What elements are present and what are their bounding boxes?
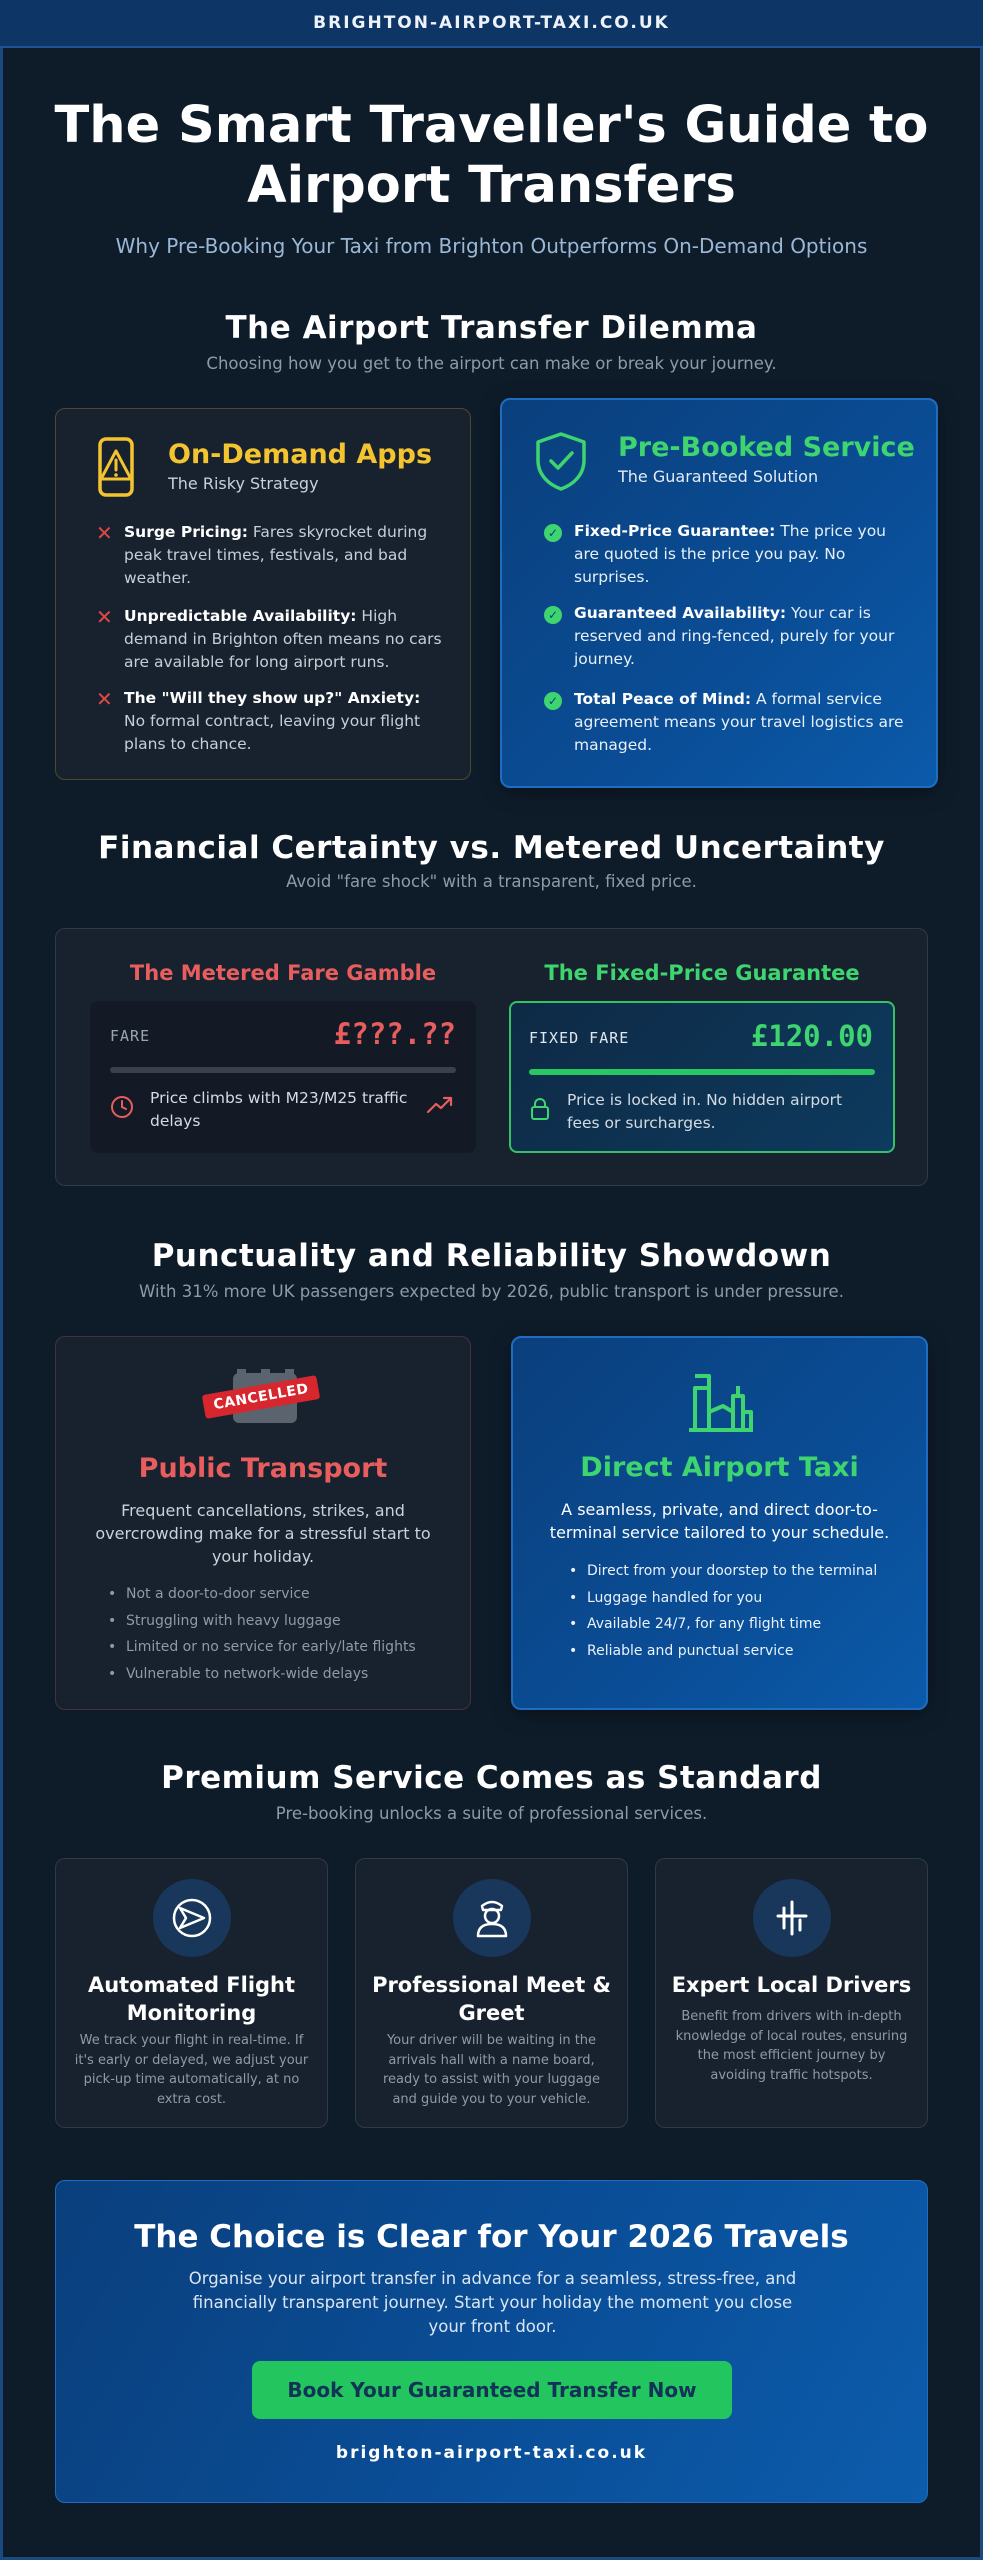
fixed-title: The Fixed-Price Guarantee xyxy=(544,961,860,985)
check-icon: ✓ xyxy=(544,606,562,624)
check-icon: ✓ xyxy=(544,524,562,542)
lock-icon xyxy=(529,1097,551,1125)
cancelled-train-icon xyxy=(201,1369,331,1429)
feature-desc: Your driver will be waiting in the arrivals hall with a name board, ready to assist with your luggage and guide you to your vehicle. xyxy=(382,2033,601,2107)
cta-title: The Choice is Clear for Your 2026 Travels xyxy=(134,2219,849,2255)
cta-panel xyxy=(55,2180,928,2503)
prebooked-tag: The Guaranteed Solution xyxy=(618,467,819,486)
ondemand-item xyxy=(124,521,444,590)
prebooked-item xyxy=(574,520,914,589)
prebooked-card xyxy=(500,398,938,788)
metered-amount: £???.?? xyxy=(333,1017,456,1051)
list-item: • Vulnerable to network-wide delays xyxy=(104,1661,416,1688)
plane-radar-icon xyxy=(153,1879,231,1957)
metered-title: The Metered Fare Gamble xyxy=(129,961,437,985)
taxi-list xyxy=(565,1558,877,1664)
fare-title: Financial Certainty vs. Metered Uncertainty xyxy=(98,830,885,866)
road-map-icon xyxy=(753,1879,831,1957)
fixed-note: Price is locked in. No hidden airport fees or surcharges. xyxy=(567,1091,843,1132)
shield-check-icon xyxy=(532,430,590,496)
site-domain-bar xyxy=(0,0,983,48)
clock-icon xyxy=(110,1095,134,1123)
list-item: • Struggling with heavy luggage xyxy=(104,1608,416,1635)
ondemand-item-text: No formal contract, leaving your flight plans to chance. xyxy=(124,712,421,753)
prebooked-item-bold: Fixed-Price Guarantee: xyxy=(574,522,776,540)
public-transport-title: Public Transport xyxy=(138,1453,388,1484)
list-item: • Reliable and punctual service xyxy=(565,1638,877,1665)
fixed-fare-display xyxy=(509,1001,895,1153)
public-transport-card xyxy=(55,1336,471,1710)
list-item: • Limited or no service for early/late flights xyxy=(104,1634,416,1661)
public-transport-desc: Frequent cancellations, strikes, and overcrowding make for a stressful start to your holiday. xyxy=(95,1501,431,1566)
punctuality-subtitle: With 31% more UK passengers expected by 2026, public transport is under pressure. xyxy=(139,1282,844,1301)
x-icon: ✕ xyxy=(96,521,113,545)
list-item: • Available 24/7, for any flight time xyxy=(565,1611,877,1638)
taxi-desc: A seamless, private, and direct door-to-terminal service tailored to your schedule. xyxy=(549,1500,890,1542)
feature-card xyxy=(55,1858,328,2128)
feature-card xyxy=(655,1858,928,2128)
feature-desc: Benefit from drivers with in-depth knowledge of local routes, ensuring the most efficient journey by avoiding traffic hotspots. xyxy=(675,2009,908,2083)
taxi-card xyxy=(511,1336,928,1710)
prebooked-item-bold: Guaranteed Availability: xyxy=(574,604,787,622)
feature-desc: We track your flight in real-time. If it's early or delayed, we adjust your pick-up time automatically, at no extra cost. xyxy=(74,2033,309,2107)
ondemand-item xyxy=(124,687,444,756)
ondemand-item-text: High demand in Brighton often means no cars are available for long airport runs. xyxy=(124,607,442,671)
chauffeur-icon xyxy=(453,1879,531,1957)
list-item: • Direct from your doorstep to the terminal xyxy=(565,1558,877,1585)
hero-title xyxy=(0,96,983,216)
list-item: • Luggage handled for you xyxy=(565,1585,877,1612)
ondemand-item-bold: Surge Pricing: xyxy=(124,523,248,541)
prebooked-item-text: Your car is reserved and ring-fenced, purely for your journey. xyxy=(574,604,895,668)
fixed-label: FIXED FARE xyxy=(529,1029,630,1047)
x-icon: ✕ xyxy=(96,687,113,711)
ondemand-item-text: Fares skyrocket during peak travel times, festivals, and bad weather. xyxy=(124,523,428,587)
metered-note: Price climbs with M23/M25 traffic delays xyxy=(150,1089,408,1130)
ondemand-tag: The Risky Strategy xyxy=(168,474,319,493)
phone-alert-icon xyxy=(86,435,146,503)
metered-fare-display xyxy=(90,1001,476,1153)
premium-title: Premium Service Comes as Standard xyxy=(161,1760,822,1796)
metered-progress-bar xyxy=(110,1067,456,1073)
cancelled-stamp: CANCELLED xyxy=(202,1375,321,1419)
book-transfer-button[interactable]: Book Your Guaranteed Transfer Now xyxy=(252,2361,732,2419)
premium-subtitle: Pre-booking unlocks a suite of professional services. xyxy=(275,1804,708,1823)
trending-up-icon xyxy=(426,1095,454,1119)
taxi-title: Direct Airport Taxi xyxy=(580,1452,859,1483)
hero-title-line1: The Smart Traveller's Guide to xyxy=(54,96,929,155)
ondemand-item xyxy=(124,605,444,674)
prebooked-item xyxy=(574,688,914,757)
prebooked-item-bold: Total Peace of Mind: xyxy=(574,690,752,708)
feature-title: Expert Local Drivers xyxy=(671,1973,912,1997)
x-icon: ✕ xyxy=(96,605,113,629)
metered-label: FARE xyxy=(110,1027,151,1045)
site-domain: BRIGHTON-AIRPORT-TAXI.CO.UK xyxy=(313,13,670,33)
fare-comparison xyxy=(55,928,928,1186)
feature-title: Automated Flight Monitoring xyxy=(87,1973,296,2025)
prebooked-title: Pre-Booked Service xyxy=(618,432,915,463)
cta-text: Organise your airport transfer in advance for a seamless, stress-free, and financially transparent journey. Start your holiday the moment you close your front door. xyxy=(188,2269,797,2336)
fixed-progress-bar xyxy=(529,1069,875,1075)
ondemand-item-bold: The "Will they show up?" Anxiety: xyxy=(124,689,421,707)
ondemand-title: On-Demand Apps xyxy=(168,439,433,470)
ondemand-item-bold: Unpredictable Availability: xyxy=(124,607,357,625)
ondemand-card xyxy=(55,408,471,780)
dilemma-title: The Airport Transfer Dilemma xyxy=(225,310,758,346)
check-icon: ✓ xyxy=(544,692,562,710)
feature-card xyxy=(355,1858,628,2128)
fixed-amount: £120.00 xyxy=(750,1019,873,1053)
hero-title-line2: Airport Transfers xyxy=(247,156,736,215)
fare-subtitle: Avoid "fare shock" with a transparent, fixed price. xyxy=(286,872,697,891)
prebooked-item-text: A formal service agreement means your travel logistics are managed. xyxy=(574,690,904,754)
airport-city-icon xyxy=(683,1368,759,1444)
hero-subtitle: Why Pre-Booking Your Taxi from Brighton Outperforms On-Demand Options xyxy=(115,234,868,258)
public-transport-list xyxy=(104,1581,416,1687)
prebooked-item xyxy=(574,602,914,671)
list-item: • Not a door-to-door service xyxy=(104,1581,416,1608)
punctuality-title: Punctuality and Reliability Showdown xyxy=(151,1238,832,1274)
feature-title: Professional Meet & Greet xyxy=(372,1973,611,2025)
dilemma-subtitle: Choosing how you get to the airport can make or break your journey. xyxy=(206,354,777,373)
prebooked-item-text: The price you are quoted is the price you pay. No surprises. xyxy=(574,522,887,586)
cta-url-link[interactable]: brighton-airport-taxi.co.uk xyxy=(335,2443,648,2463)
